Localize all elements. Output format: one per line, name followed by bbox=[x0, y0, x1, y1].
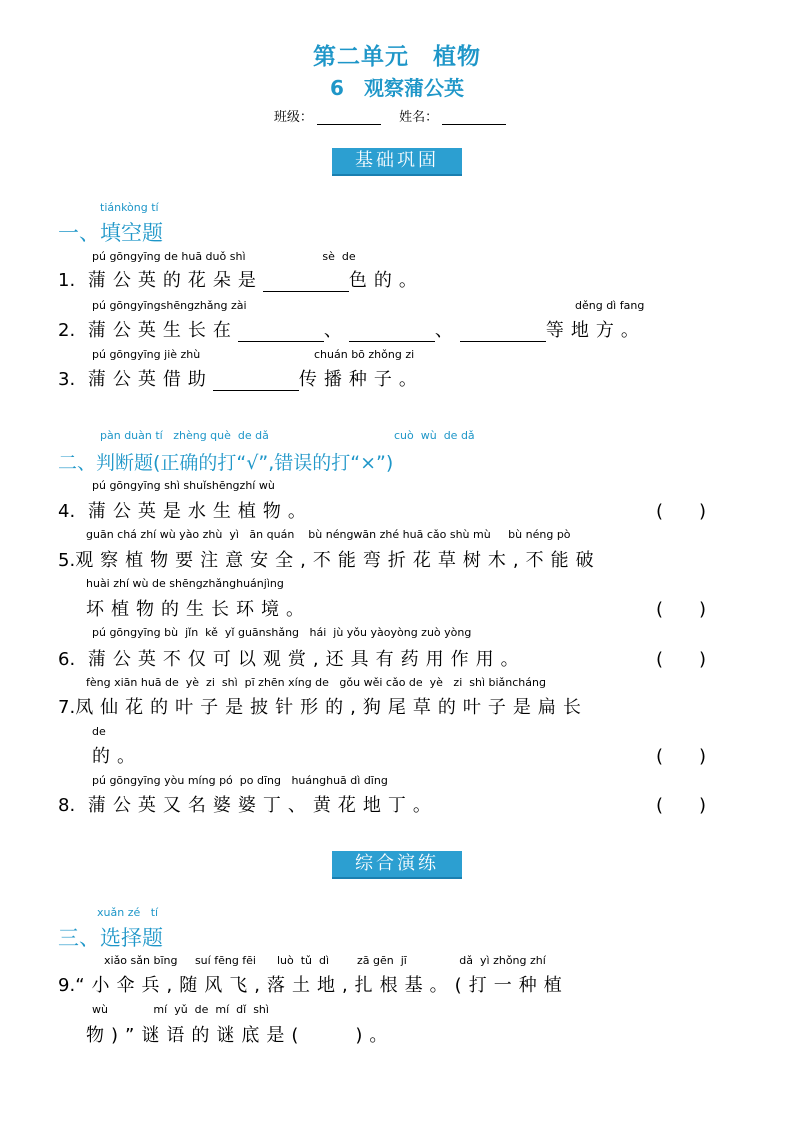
q8-pinyin: pú gōngyīng yòu míng pó po dīng huánghuā dì dīng bbox=[92, 774, 388, 787]
q7-answer-paren[interactable]: ( ) bbox=[656, 746, 707, 767]
q3-pinyin-a: pú gōngyīng jiè zhù bbox=[92, 348, 201, 361]
q9-pinyin-2: wù mí yǔ de mí dǐ shì bbox=[92, 1003, 269, 1016]
q2-blank-2[interactable] bbox=[349, 323, 435, 342]
q9-line bbox=[58, 971, 569, 997]
q5-line bbox=[58, 546, 601, 572]
q9-text-2: 物)”谜语的谜底是( )。 bbox=[86, 1025, 395, 1046]
q1-blank[interactable] bbox=[263, 273, 349, 292]
q5-pinyin-2: huài zhí wù de shēngzhǎnghuánjìng bbox=[86, 577, 284, 590]
section1-pinyin: tiánkòng tí bbox=[100, 201, 159, 214]
q7-number: 7. bbox=[58, 697, 76, 718]
q5-text: 观察植物要注意安全,不能弯折花草树木,不能破 bbox=[75, 550, 601, 571]
q6-answer-paren[interactable]: ( ) bbox=[656, 649, 707, 670]
q1-number: 1. bbox=[58, 270, 76, 291]
section2-title: 二、判断题(正确的打“√”,错误的打“×”) bbox=[58, 452, 394, 474]
q2-text-a: 蒲公英生长在 bbox=[87, 320, 238, 341]
q9-text: “小伞兵,随风飞,落土地,扎根基。(打一种植 bbox=[75, 975, 569, 996]
q3-text-b: 传播种子。 bbox=[298, 369, 424, 390]
basic-banner: 基础巩固 bbox=[332, 148, 462, 176]
section2-pinyin-a: pàn duàn tí zhèng què de dǎ bbox=[100, 429, 269, 442]
q5-pinyin: guān chá zhí wù yào zhù yì ān quán bù néngwān zhé huā cǎo shù mù bù néng pò bbox=[86, 528, 571, 541]
q5-answer-paren[interactable]: ( ) bbox=[656, 599, 707, 620]
q7-line bbox=[58, 693, 588, 719]
q5-text-2: 坏植物的生长环境。 bbox=[86, 599, 311, 620]
section3-pinyin: xuǎn zé tí bbox=[97, 906, 159, 919]
q3-pinyin-b: chuán bō zhǒng zi bbox=[314, 348, 415, 361]
q2-number: 2. bbox=[58, 320, 76, 341]
q8-line bbox=[58, 791, 438, 817]
unit-title: 第二单元 植物 bbox=[313, 44, 481, 70]
q6-line bbox=[58, 645, 526, 671]
q2-blank-1[interactable] bbox=[238, 323, 324, 342]
q5-number: 5. bbox=[58, 550, 76, 571]
q2-text-b: 等地方。 bbox=[545, 320, 646, 341]
q2-pinyin-b: děng dì fang bbox=[575, 299, 645, 312]
q2-pinyin-a: pú gōngyīngshēngzhǎng zài bbox=[92, 299, 247, 312]
q6-number: 6. bbox=[58, 649, 76, 670]
q8-text: 蒲公英又名婆婆丁、黄花地丁。 bbox=[87, 795, 438, 816]
name-label: 姓名： bbox=[399, 110, 439, 125]
q4-pinyin: pú gōngyīng shì shuǐshēngzhí wù bbox=[92, 479, 275, 492]
lesson-title: 6 观察蒲公英 bbox=[330, 76, 464, 100]
q1-pinyin: pú gōngyīng de huā duǒ shì sè de bbox=[92, 250, 356, 263]
q8-number: 8. bbox=[58, 795, 76, 816]
section3-title: 三、选择题 bbox=[58, 926, 163, 950]
q6-text: 蒲公英不仅可以观赏,还具有药用作用。 bbox=[87, 649, 526, 670]
q2-sep-2: 、 bbox=[434, 320, 460, 341]
section1-title: 一、填空题 bbox=[58, 221, 163, 245]
q2-line bbox=[58, 316, 646, 342]
q9-number: 9. bbox=[58, 975, 76, 996]
q4-text: 蒲公英是水生植物。 bbox=[87, 501, 313, 522]
section2-pinyin-b: cuò wù de dǎ bbox=[394, 429, 475, 442]
q2-sep-1: 、 bbox=[323, 320, 349, 341]
comprehensive-banner: 综合演练 bbox=[332, 851, 462, 879]
q4-line bbox=[58, 497, 313, 523]
q7-text-2: 的。 bbox=[92, 746, 142, 767]
q7-pinyin-2: de bbox=[92, 725, 106, 738]
q1-text-b: 色的。 bbox=[348, 270, 424, 291]
q7-pinyin: fèng xiān huā de yè zi shì pī zhēn xíng de gǒu wěi cǎo de yè zi shì biǎnchánɡ bbox=[86, 676, 546, 689]
q1-text-a: 蒲公英的花朵是 bbox=[87, 270, 263, 291]
q4-answer-paren[interactable]: ( ) bbox=[656, 501, 707, 522]
q4-number: 4. bbox=[58, 501, 76, 522]
q8-answer-paren[interactable]: ( ) bbox=[656, 795, 707, 816]
q3-line bbox=[58, 365, 424, 391]
q1-line bbox=[58, 266, 424, 292]
name-blank[interactable] bbox=[442, 112, 506, 125]
q6-pinyin: pú gōngyīng bù jǐn kě yǐ guānshǎng hái jù yǒu yàoyòng zuò yòng bbox=[92, 626, 472, 639]
student-info bbox=[0, 106, 794, 125]
q3-blank[interactable] bbox=[213, 372, 299, 391]
q7-text: 凤仙花的叶子是披针形的,狗尾草的叶子是扁长 bbox=[75, 697, 588, 718]
q9-pinyin: xiǎo sǎn bīng suí fēng fēi luò tǔ dì zā gēn jī dǎ yì zhǒng zhí bbox=[104, 954, 546, 967]
class-label: 班级： bbox=[273, 110, 313, 125]
q2-blank-3[interactable] bbox=[460, 323, 546, 342]
q3-text-a: 蒲公英借助 bbox=[87, 369, 213, 390]
class-blank[interactable] bbox=[317, 112, 381, 125]
q3-number: 3. bbox=[58, 369, 76, 390]
